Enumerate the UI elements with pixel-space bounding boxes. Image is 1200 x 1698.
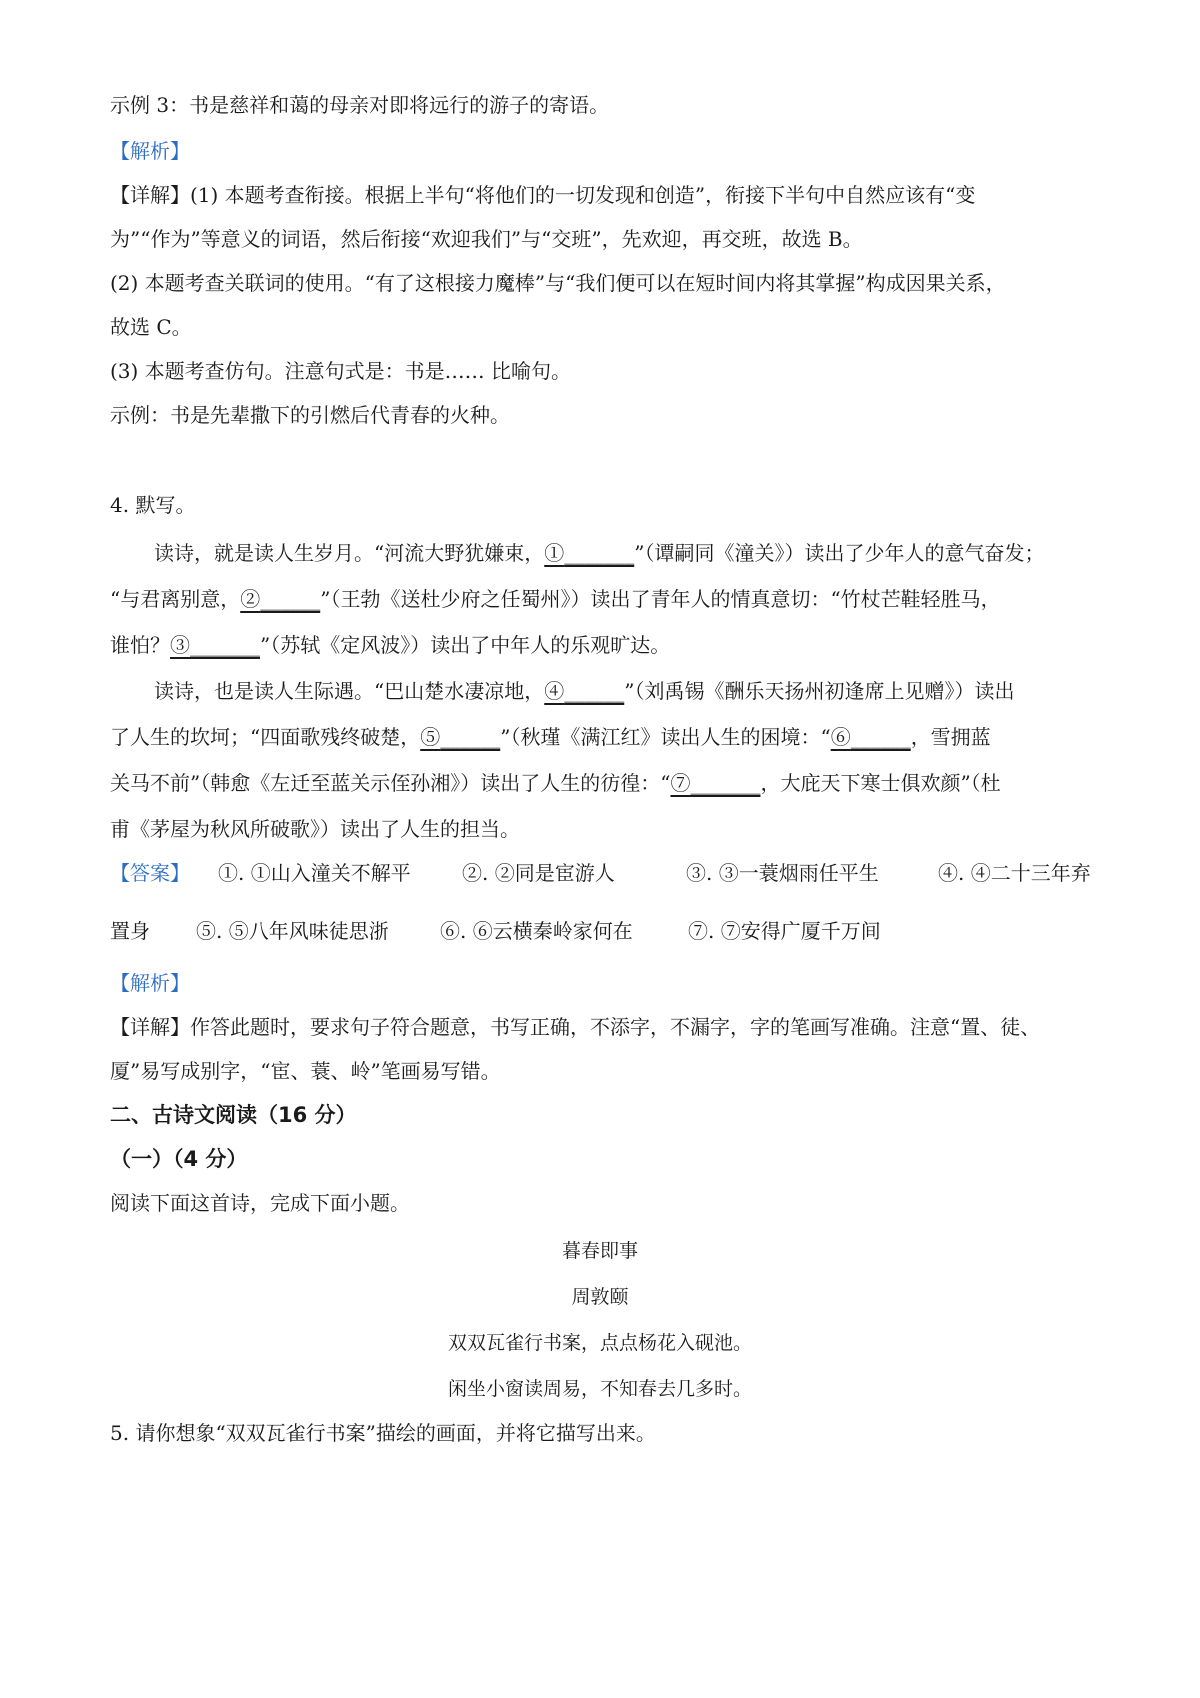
- blank-5[interactable]: [420, 725, 500, 749]
- detail-1-line-2: 为”“作为”等意义的词语，然后衔接“欢迎我们”与“交班”，先欢迎，再交班，故选 B。: [110, 227, 863, 251]
- blank-line: _______: [190, 633, 260, 657]
- blank-number: ⑥: [830, 725, 851, 749]
- blank-number: ③: [170, 633, 190, 657]
- blank-7[interactable]: [670, 771, 760, 795]
- blank-number: ④: [544, 679, 565, 703]
- question-4-title: 4. 默写。: [110, 493, 196, 517]
- recitation-p2-line-2: [110, 722, 991, 752]
- detail-2-line-2: 故选 C。: [110, 315, 192, 339]
- reading-instruction: 阅读下面这首诗，完成下面小题。: [110, 1191, 410, 1215]
- text: 关马不前”（韩愈《左迁至蓝关示侄孙湘》）读出了人生的彷徨：“: [110, 771, 671, 795]
- answer-7: ⑦. ⑦安得广厦千万间: [688, 919, 881, 943]
- text: ”（秋瑾《满江红》读出人生的困境：“: [500, 725, 831, 749]
- recitation-p1-line-2: [110, 584, 1001, 614]
- detail-3: (3) 本题考查仿句。注意句式是：书是…… 比喻句。: [110, 359, 572, 383]
- poem-title: 暮春即事: [561, 1240, 638, 1262]
- text: 读诗，就是读人生岁月。“河流大野犹嫌束，: [154, 541, 545, 565]
- detail-line-2: 厦”易写成别字，“宦、蓑、岭”笔画易写错。: [110, 1059, 501, 1083]
- blank-6[interactable]: [831, 725, 911, 749]
- text: ”（刘禹锡《酬乐天扬州初逢席上见赠》）读出: [624, 679, 1015, 703]
- text: ”（谭嗣同《潼关》）读出了少年人的意气奋发；: [634, 541, 1045, 565]
- example-sentence: 示例：书是先辈撒下的引燃后代青春的火种。: [110, 403, 510, 427]
- answer-tag: 【答案】: [110, 861, 190, 885]
- answer-5: ⑤. ⑤八年风味徒思浙: [196, 919, 389, 943]
- recitation-p1-line-3: [110, 630, 670, 660]
- answer-2: ②. ②同是宦游人: [462, 861, 615, 885]
- blank-number: ①: [544, 541, 565, 565]
- section-heading: 二、古诗文阅读（16 分）: [110, 1103, 357, 1127]
- detail-line-1: 【详解】作答此题时，要求句子符合题意，书写正确，不添字，不漏字，字的笔画写准确。注意“置、徒、: [110, 1015, 1041, 1039]
- answer-4: ④. ④二十三年弃: [938, 861, 1091, 885]
- blank-1[interactable]: [544, 541, 634, 565]
- blank-line: ______: [564, 679, 625, 703]
- text: 谁怕？: [110, 633, 170, 657]
- answer-3: ③. ③一蓑烟雨任平生: [686, 861, 879, 885]
- blank-2[interactable]: [240, 587, 320, 611]
- recitation-p2-line-1: [154, 676, 1014, 706]
- blank-4[interactable]: [544, 679, 624, 703]
- recitation-p2-line-4: 甫《茅屋为秋风所破歌》）读出了人生的担当。: [110, 817, 520, 841]
- text: 读诗，也是读人生际遇。“巴山楚水凄凉地，: [154, 679, 545, 703]
- detail-2-line-1: (2) 本题考查关联词的使用。“有了这根接力魔棒”与“我们便可以在短时间内将其掌握”构成因果关系，: [110, 271, 1006, 295]
- blank-number: ⑤: [420, 725, 441, 749]
- blank-line: _______: [690, 771, 761, 795]
- text: ，雪拥蓝: [910, 725, 991, 749]
- subsection-heading: （一）（4 分）: [110, 1147, 248, 1171]
- text: ”（王勃《送杜少府之任蜀州》）读出了青年人的情真意切：“竹杖芒鞋轻胜马，: [320, 587, 1001, 611]
- question-5: 5. 请你想象“双双瓦雀行书案”描绘的画面，并将它描写出来。: [110, 1421, 656, 1445]
- blank-line: ______: [850, 725, 911, 749]
- answer-6: ⑥. ⑥云横秦岭家何在: [440, 919, 633, 943]
- blank-line: ______: [440, 725, 501, 749]
- text: ，大庇天下寒士俱欢颜”（杜: [760, 771, 1001, 795]
- blank-3[interactable]: [170, 633, 260, 657]
- detail-1-line-1: 【详解】(1) 本题考查衔接。根据上半句“将他们的一切发现和创造”，衔接下半句中自然应该有“变: [110, 183, 976, 207]
- blank-number: ⑦: [670, 771, 691, 795]
- blank-line: _______: [564, 541, 635, 565]
- recitation-p2-line-3: [110, 768, 1001, 798]
- answer-1: ①. ①山入潼关不解平: [218, 861, 411, 885]
- text: ”（苏轼《定风波》）读出了中年人的乐观旷达。: [260, 633, 671, 657]
- analysis-tag: 【解析】: [110, 139, 190, 163]
- text: 了人生的坎坷；“四面歌残终破楚，: [110, 725, 421, 749]
- example-3: 示例 3：书是慈祥和蔼的母亲对即将远行的游子的寄语。: [110, 93, 610, 117]
- answer-4-wrap: 置身: [110, 919, 150, 943]
- text: “与君离别意，: [110, 587, 241, 611]
- analysis-tag-2: 【解析】: [110, 971, 190, 995]
- blank-number: ②: [240, 587, 261, 611]
- poem-line-1: 双双瓦雀行书案，点点杨花入砚池。: [447, 1332, 752, 1354]
- recitation-p1-line-1: [154, 538, 1044, 568]
- blank-line: ______: [260, 587, 321, 611]
- poem-author: 周敦颐: [571, 1286, 629, 1308]
- poem-line-2: 闲坐小窗读周易，不知春去几多时。: [447, 1378, 752, 1400]
